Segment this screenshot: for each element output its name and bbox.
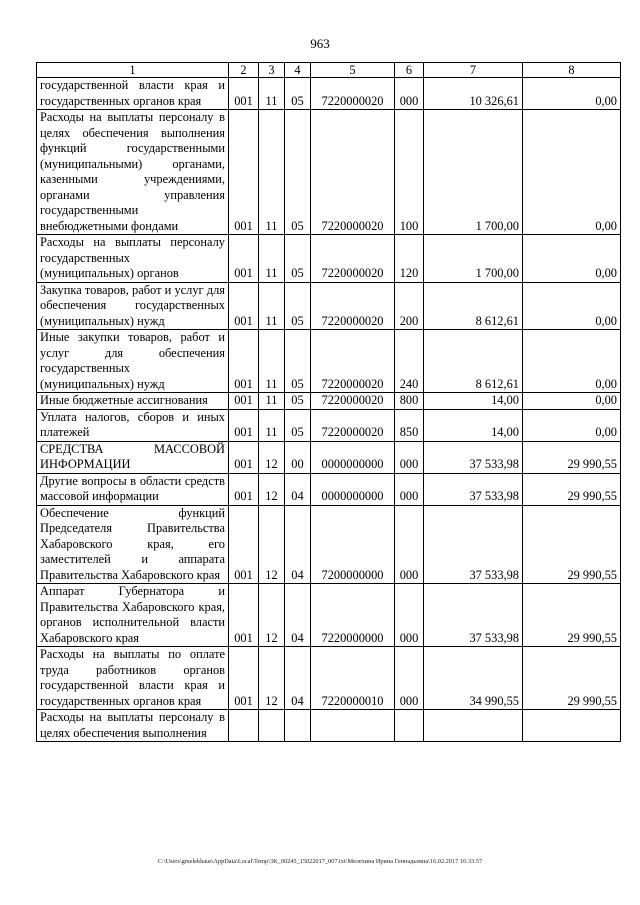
section-cell: 11: [259, 330, 285, 393]
expense-type-cell: 850: [395, 409, 424, 441]
code-cell: 001: [229, 330, 259, 393]
amount-cell: 1 700,00: [424, 235, 523, 283]
amount-cell: 0,00: [523, 235, 621, 283]
expense-type-cell: 000: [395, 505, 424, 584]
column-header: 5: [311, 63, 395, 78]
expense-type-cell: 120: [395, 235, 424, 283]
code-cell: 001: [229, 647, 259, 710]
subsection-cell: [285, 710, 311, 742]
subsection-cell: 05: [285, 393, 311, 410]
section-cell: 12: [259, 505, 285, 584]
subsection-cell: 04: [285, 647, 311, 710]
target-article-cell: 7220000020: [311, 409, 395, 441]
code-cell: 001: [229, 393, 259, 410]
amount-cell: 29 990,55: [523, 647, 621, 710]
row-name-cell: государственной власти края и государственных органов края: [37, 78, 229, 110]
section-cell: 12: [259, 647, 285, 710]
section-cell: [259, 710, 285, 742]
amount-cell: 8 612,61: [424, 330, 523, 393]
table-row: [37, 441, 621, 473]
code-cell: 001: [229, 441, 259, 473]
target-article-cell: 7220000000: [311, 584, 395, 647]
table-row: [37, 235, 621, 283]
section-cell: 12: [259, 473, 285, 505]
code-cell: 001: [229, 110, 259, 235]
amount-cell: 10 326,61: [424, 78, 523, 110]
header-row: [37, 63, 621, 78]
code-cell: 001: [229, 235, 259, 283]
subsection-cell: 05: [285, 330, 311, 393]
table-row: [37, 409, 621, 441]
table-row: [37, 78, 621, 110]
column-header: 3: [259, 63, 285, 78]
code-cell: 001: [229, 409, 259, 441]
table-row: [37, 330, 621, 393]
column-header: 2: [229, 63, 259, 78]
file-path-footer: C:\Users\gmelekhaus\AppData\Local\Temp\3K_00245_15022017_007.txt\Мелехина Ирина Геннадьевна\16.02.2017 16:33:57: [157, 858, 483, 865]
target-article-cell: 7220000020: [311, 110, 395, 235]
target-article-cell: 7220000020: [311, 78, 395, 110]
row-name-cell: Аппарат Губернатора и Правительства Хабаровского края, органов исполнительной власти Хабаровского края: [37, 584, 229, 647]
subsection-cell: 00: [285, 441, 311, 473]
expense-type-cell: [395, 710, 424, 742]
amount-cell: 14,00: [424, 393, 523, 410]
budget-table: [36, 62, 621, 742]
target-article-cell: 7220000020: [311, 330, 395, 393]
subsection-cell: 04: [285, 473, 311, 505]
expense-type-cell: 100: [395, 110, 424, 235]
section-cell: 11: [259, 235, 285, 283]
amount-cell: 37 533,98: [424, 473, 523, 505]
target-article-cell: 7200000000: [311, 505, 395, 584]
target-article-cell: 0000000000: [311, 441, 395, 473]
table-row: [37, 710, 621, 742]
subsection-cell: 05: [285, 78, 311, 110]
subsection-cell: 05: [285, 409, 311, 441]
section-cell: 11: [259, 393, 285, 410]
code-cell: 001: [229, 584, 259, 647]
subsection-cell: 04: [285, 584, 311, 647]
amount-cell: 8 612,61: [424, 282, 523, 330]
table-row: [37, 505, 621, 584]
row-name-cell: Расходы на выплаты персоналу государственных (муниципальных) органов: [37, 235, 229, 283]
row-name-cell: Закупка товаров, работ и услуг для обеспечения государственных (муниципальных) нужд: [37, 282, 229, 330]
amount-cell: 1 700,00: [424, 110, 523, 235]
subsection-cell: 05: [285, 110, 311, 235]
table-row: [37, 647, 621, 710]
subsection-cell: 04: [285, 505, 311, 584]
subsection-cell: 05: [285, 235, 311, 283]
section-cell: 11: [259, 78, 285, 110]
amount-cell: 0,00: [523, 409, 621, 441]
row-name-cell: Иные закупки товаров, работ и услуг для обеспечения государственных (муниципальных) нужд: [37, 330, 229, 393]
table-row: [37, 584, 621, 647]
section-cell: 11: [259, 409, 285, 441]
amount-cell: 34 990,55: [424, 647, 523, 710]
row-name-cell: СРЕДСТВА МАССОВОЙ ИНФОРМАЦИИ: [37, 441, 229, 473]
amount-cell: 37 533,98: [424, 441, 523, 473]
amount-cell: 29 990,55: [523, 584, 621, 647]
code-cell: 001: [229, 282, 259, 330]
target-article-cell: 0000000000: [311, 473, 395, 505]
code-cell: 001: [229, 473, 259, 505]
amount-cell: 29 990,55: [523, 505, 621, 584]
amount-cell: [424, 710, 523, 742]
row-name-cell: Иные бюджетные ассигнования: [37, 393, 229, 410]
target-article-cell: 7220000020: [311, 235, 395, 283]
target-article-cell: 7220000020: [311, 282, 395, 330]
amount-cell: 37 533,98: [424, 584, 523, 647]
expense-type-cell: 800: [395, 393, 424, 410]
expense-type-cell: 200: [395, 282, 424, 330]
expense-type-cell: 000: [395, 473, 424, 505]
expense-type-cell: 000: [395, 78, 424, 110]
amount-cell: 0,00: [523, 110, 621, 235]
expense-type-cell: 240: [395, 330, 424, 393]
row-name-cell: Обеспечение функций Председателя Правительства Хабаровского края, его заместителей и аппарата Правительства Хабаровского края: [37, 505, 229, 584]
code-cell: 001: [229, 78, 259, 110]
section-cell: 11: [259, 110, 285, 235]
subsection-cell: 05: [285, 282, 311, 330]
amount-cell: 29 990,55: [523, 473, 621, 505]
amount-cell: 0,00: [523, 282, 621, 330]
target-article-cell: 7220000020: [311, 393, 395, 410]
section-cell: 12: [259, 441, 285, 473]
table-row: [37, 393, 621, 410]
row-name-cell: Другие вопросы в области средств массовой информации: [37, 473, 229, 505]
expense-type-cell: 000: [395, 647, 424, 710]
table-row: [37, 110, 621, 235]
target-article-cell: 7220000010: [311, 647, 395, 710]
amount-cell: 0,00: [523, 330, 621, 393]
amount-cell: 29 990,55: [523, 441, 621, 473]
section-cell: 12: [259, 584, 285, 647]
amount-cell: 0,00: [523, 78, 621, 110]
code-cell: 001: [229, 505, 259, 584]
column-header: 8: [523, 63, 621, 78]
code-cell: [229, 710, 259, 742]
amount-cell: 37 533,98: [424, 505, 523, 584]
column-header: 1: [37, 63, 229, 78]
column-header: 7: [424, 63, 523, 78]
amount-cell: [523, 710, 621, 742]
column-header: 4: [285, 63, 311, 78]
amount-cell: 14,00: [424, 409, 523, 441]
table-row: [37, 473, 621, 505]
table-row: [37, 282, 621, 330]
expense-type-cell: 000: [395, 584, 424, 647]
target-article-cell: [311, 710, 395, 742]
section-cell: 11: [259, 282, 285, 330]
expense-type-cell: 000: [395, 441, 424, 473]
row-name-cell: Расходы на выплаты персоналу в целях обеспечения выполнения функций государственными (муниципальными) органами, казенными учреждениями, органами управления государственными внебюджетными фондами: [37, 110, 229, 235]
amount-cell: 0,00: [523, 393, 621, 410]
row-name-cell: Расходы на выплаты персоналу в целях обеспечения выполнения: [37, 710, 229, 742]
column-header: 6: [395, 63, 424, 78]
page-number: 963: [310, 36, 330, 51]
row-name-cell: Уплата налогов, сборов и иных платежей: [37, 409, 229, 441]
row-name-cell: Расходы на выплаты по оплате труда работников органов государственной власти края и государственных органов края: [37, 647, 229, 710]
